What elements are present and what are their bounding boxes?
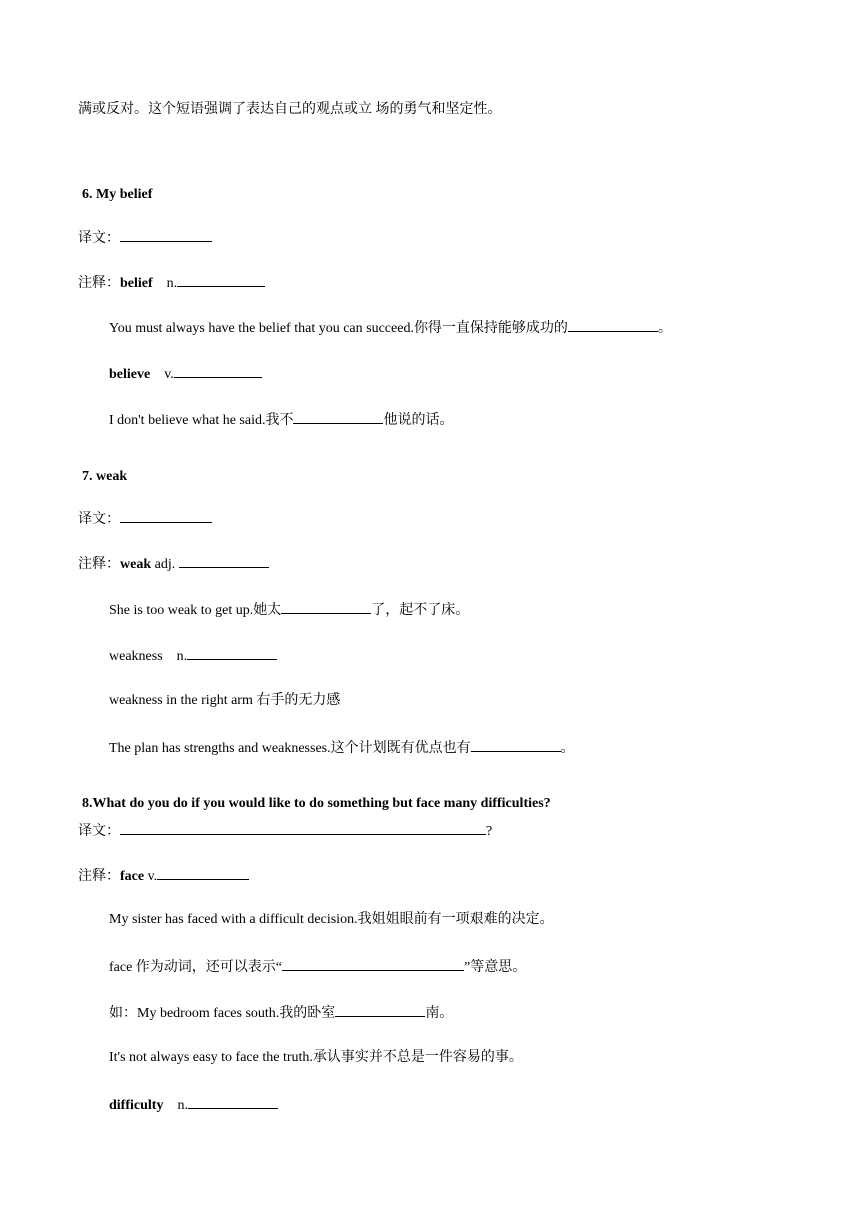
section-6-heading: 6. My belief bbox=[82, 187, 153, 202]
section-8-heading: 8.What do you do if you would like to do something but face many difficulties? bbox=[82, 796, 551, 811]
translation-label: 译文： bbox=[78, 231, 120, 246]
answer-blank[interactable] bbox=[281, 600, 371, 614]
note-pos: n. bbox=[166, 276, 178, 291]
intro-paragraph: 满或反对。这个短语强调了表达自己的观点或立 场的勇气和坚定性。 bbox=[78, 102, 502, 117]
section-7-note bbox=[78, 554, 269, 574]
example-text: I don't believe what he said.我不 bbox=[109, 413, 294, 428]
derived-pos: v. bbox=[164, 367, 174, 382]
answer-blank[interactable] bbox=[157, 866, 249, 880]
translation-label: 译文： bbox=[78, 512, 120, 527]
example-tail: ”等意思。 bbox=[464, 960, 527, 975]
answer-blank[interactable] bbox=[188, 1095, 278, 1109]
note-word: weak bbox=[120, 557, 152, 572]
section-6-example-1 bbox=[109, 318, 672, 338]
answer-blank[interactable] bbox=[120, 821, 486, 835]
section-7-heading: 7. weak bbox=[82, 469, 128, 484]
answer-blank[interactable] bbox=[335, 1003, 425, 1017]
derived-word: believe bbox=[109, 367, 151, 382]
example-tail: 。 bbox=[657, 321, 672, 336]
answer-blank[interactable] bbox=[179, 554, 269, 568]
answer-blank[interactable] bbox=[120, 228, 212, 242]
derived-pos: n. bbox=[176, 649, 188, 664]
note-word: belief bbox=[120, 276, 153, 291]
note-pos: adj. bbox=[151, 557, 179, 572]
example-tail: 他说的话。 bbox=[383, 413, 454, 428]
note-label: 注释： bbox=[78, 557, 120, 572]
example-tail: 。 bbox=[560, 741, 575, 756]
translation-tail: ? bbox=[486, 824, 493, 839]
section-6-word-2 bbox=[109, 364, 262, 384]
note-label: 注释： bbox=[78, 869, 120, 884]
derived-word: difficulty bbox=[109, 1098, 164, 1113]
answer-blank[interactable] bbox=[293, 410, 383, 424]
section-8-example-3 bbox=[109, 1003, 453, 1023]
section-8-note bbox=[78, 866, 249, 886]
translation-label: 译文： bbox=[78, 824, 120, 839]
example-text: You must always have the belief that you can succeed.你得一直保持能够成功的 bbox=[109, 321, 568, 336]
answer-blank[interactable] bbox=[568, 318, 658, 332]
answer-blank[interactable] bbox=[177, 273, 265, 287]
section-7-example-2: weakness in the right arm 右手的无力感 bbox=[109, 693, 341, 708]
section-7-example-1 bbox=[109, 600, 469, 620]
example-text: The plan has strengths and weaknesses.这个计划既有优点也有 bbox=[109, 741, 471, 756]
section-8-translation bbox=[78, 821, 492, 841]
section-6-translation bbox=[78, 228, 212, 248]
section-8-example-2 bbox=[109, 957, 526, 977]
section-7-translation bbox=[78, 509, 212, 529]
answer-blank[interactable] bbox=[120, 509, 212, 523]
example-text: 如：My bedroom faces south.我的卧室 bbox=[109, 1006, 336, 1021]
answer-blank[interactable] bbox=[187, 646, 277, 660]
section-6-note bbox=[78, 273, 265, 293]
answer-blank[interactable] bbox=[174, 364, 262, 378]
section-8-word-2 bbox=[109, 1095, 278, 1115]
example-tail: 南。 bbox=[425, 1006, 454, 1021]
section-8-example-4: It's not always easy to face the truth.承认事实并不总是一件容易的事。 bbox=[109, 1050, 523, 1065]
answer-blank[interactable] bbox=[471, 738, 561, 752]
section-6-example-2 bbox=[109, 410, 453, 430]
section-8-example-1: My sister has faced with a difficult decision.我姐姐眼前有一项艰难的决定。 bbox=[109, 912, 554, 927]
section-7-word-2 bbox=[109, 646, 277, 666]
derived-word: weakness bbox=[109, 649, 163, 664]
example-text: She is too weak to get up.她太 bbox=[109, 603, 282, 618]
section-7-example-3 bbox=[109, 738, 575, 758]
note-label: 注释： bbox=[78, 276, 120, 291]
answer-blank[interactable] bbox=[282, 957, 464, 971]
derived-pos: n. bbox=[177, 1098, 188, 1113]
note-word: face bbox=[120, 869, 145, 884]
example-text: face 作为动词，还可以表示“ bbox=[109, 960, 283, 975]
note-pos: v. bbox=[144, 869, 158, 884]
example-tail: 了，起不了床。 bbox=[371, 603, 470, 618]
